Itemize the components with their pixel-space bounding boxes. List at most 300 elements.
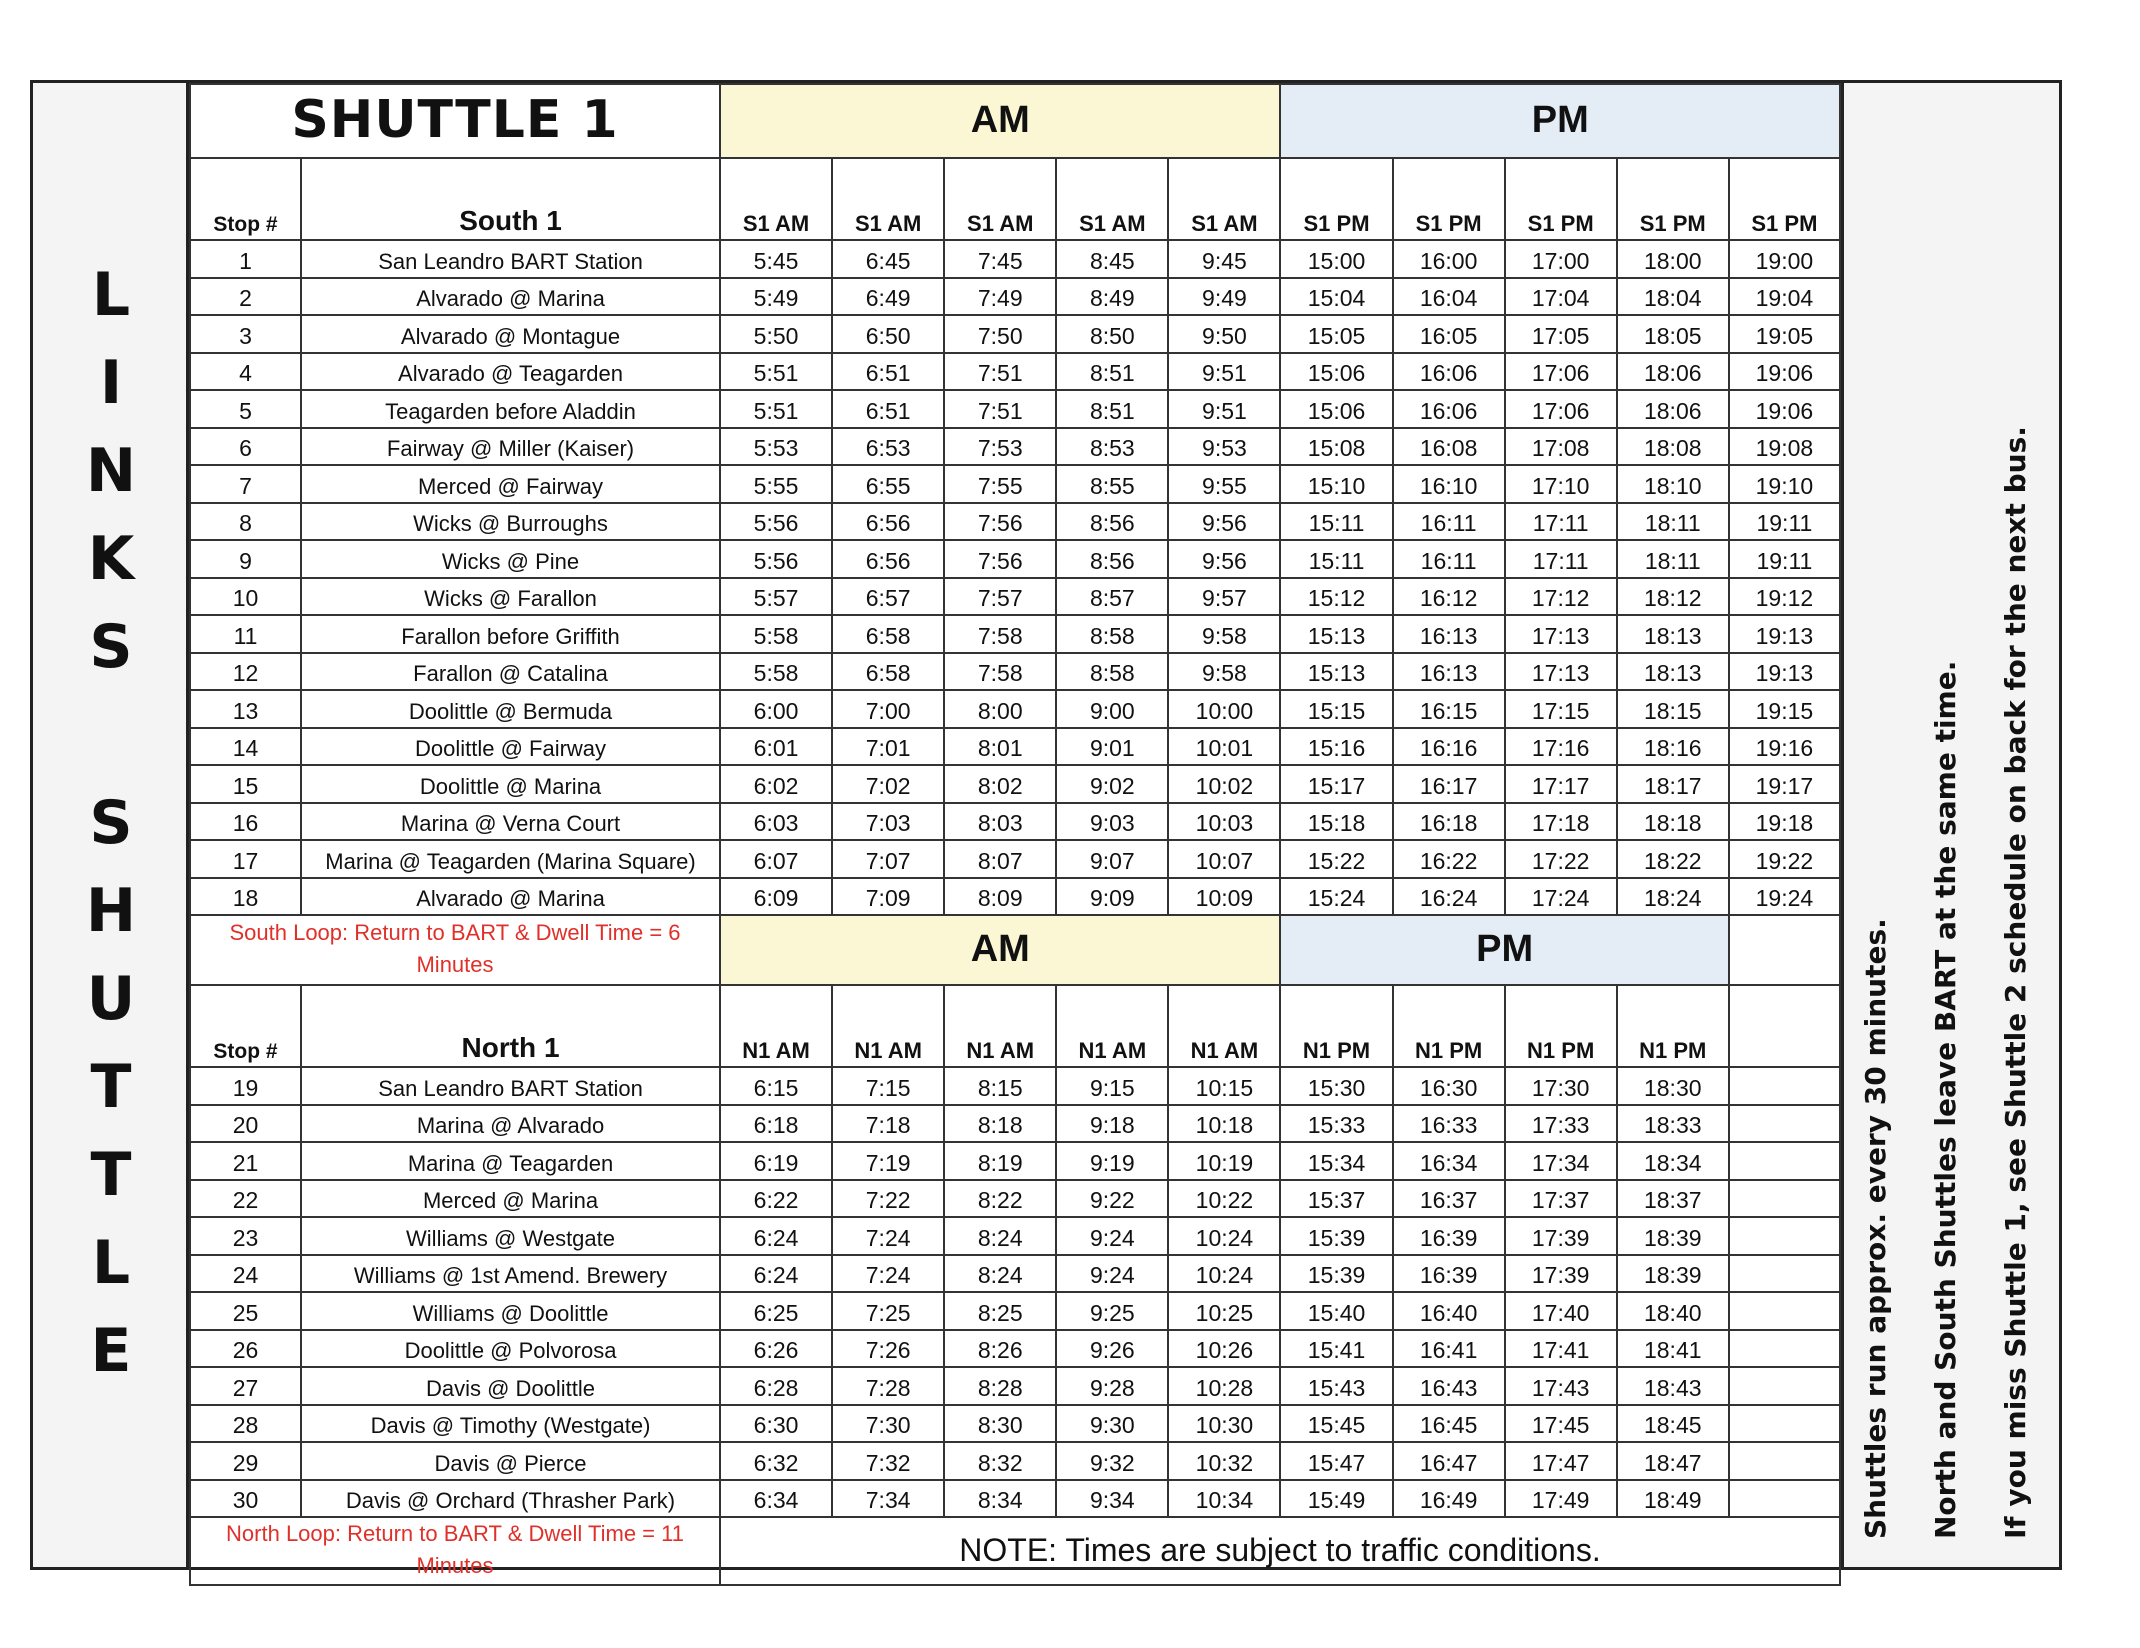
departure-time: 8:30	[944, 1405, 1056, 1443]
stop-name: Davis @ Doolittle	[301, 1367, 720, 1405]
departure-time: 17:43	[1505, 1367, 1617, 1405]
departure-time: 5:56	[720, 503, 832, 541]
departure-time: 15:39	[1280, 1255, 1392, 1293]
departure-time: 8:01	[944, 728, 1056, 766]
departure-time: 15:12	[1280, 578, 1392, 616]
empty-cell	[1729, 1442, 1840, 1480]
stop-name: Marina @ Alvarado	[301, 1105, 720, 1143]
departure-time: 9:32	[1056, 1442, 1168, 1480]
side-title-letter: K	[87, 524, 135, 594]
departure-time: 18:24	[1617, 878, 1729, 916]
departure-time: 16:33	[1393, 1105, 1505, 1143]
departure-time: 16:12	[1393, 578, 1505, 616]
stop-number: 14	[190, 728, 301, 766]
stop-number: 9	[190, 540, 301, 578]
departure-time: 16:22	[1393, 840, 1505, 878]
departure-time: 18:18	[1617, 803, 1729, 841]
departure-time: 15:16	[1280, 728, 1392, 766]
stop-number-header: Stop #	[190, 985, 301, 1067]
trip-column-header: N1 PM	[1617, 985, 1729, 1067]
departure-time: 18:17	[1617, 765, 1729, 803]
departure-time: 18:04	[1617, 278, 1729, 316]
departure-time: 5:51	[720, 353, 832, 391]
stop-number: 17	[190, 840, 301, 878]
stop-name: Marina @ Teagarden	[301, 1142, 720, 1180]
departure-time: 6:22	[720, 1180, 832, 1218]
departure-time: 19:24	[1729, 878, 1840, 916]
departure-time: 17:00	[1505, 240, 1617, 278]
departure-time: 6:07	[720, 840, 832, 878]
stop-name: Marina @ Teagarden (Marina Square)	[301, 840, 720, 878]
table-row	[190, 1330, 1840, 1368]
departure-time: 9:22	[1056, 1180, 1168, 1218]
departure-time: 17:39	[1505, 1255, 1617, 1293]
departure-time: 18:41	[1617, 1330, 1729, 1368]
departure-time: 17:13	[1505, 653, 1617, 691]
departure-time: 6:02	[720, 765, 832, 803]
trip-column-header: S1 PM	[1617, 158, 1729, 240]
departure-time: 8:56	[1056, 503, 1168, 541]
departure-time: 7:15	[832, 1067, 944, 1105]
departure-time: 10:01	[1168, 728, 1280, 766]
departure-time: 8:26	[944, 1330, 1056, 1368]
trip-column-header: N1 AM	[1168, 985, 1280, 1067]
departure-time: 19:22	[1729, 840, 1840, 878]
trip-column-header: S1 PM	[1729, 158, 1840, 240]
trip-column-header: N1 PM	[1280, 985, 1392, 1067]
departure-time: 6:57	[832, 578, 944, 616]
departure-time: 7:00	[832, 690, 944, 728]
departure-time: 10:22	[1168, 1180, 1280, 1218]
stop-number: 16	[190, 803, 301, 841]
stop-name: Doolittle @ Polvorosa	[301, 1330, 720, 1368]
departure-time: 6:01	[720, 728, 832, 766]
stop-name: Merced @ Fairway	[301, 465, 720, 503]
departure-time: 5:56	[720, 540, 832, 578]
trip-column-header: S1 PM	[1393, 158, 1505, 240]
table-row	[190, 240, 1840, 278]
departure-time: 7:57	[944, 578, 1056, 616]
departure-time: 10:32	[1168, 1442, 1280, 1480]
departure-time: 16:08	[1393, 428, 1505, 466]
departure-time: 15:34	[1280, 1142, 1392, 1180]
departure-time: 17:13	[1505, 615, 1617, 653]
departure-time: 10:15	[1168, 1067, 1280, 1105]
departure-time: 17:15	[1505, 690, 1617, 728]
stop-name: Alvarado @ Marina	[301, 878, 720, 916]
departure-time: 17:37	[1505, 1180, 1617, 1218]
side-title	[33, 251, 189, 1395]
stop-name: Williams @ 1st Amend. Brewery	[301, 1255, 720, 1293]
stop-name: Doolittle @ Marina	[301, 765, 720, 803]
departure-time: 9:57	[1168, 578, 1280, 616]
departure-time: 8:25	[944, 1292, 1056, 1330]
trip-column-header: N1 PM	[1505, 985, 1617, 1067]
shuttle-schedule-table	[189, 83, 1841, 1586]
departure-time: 18:06	[1617, 353, 1729, 391]
departure-time: 16:00	[1393, 240, 1505, 278]
departure-time: 15:06	[1280, 353, 1392, 391]
departure-time: 9:26	[1056, 1330, 1168, 1368]
empty-cell	[1729, 1180, 1840, 1218]
departure-time: 15:40	[1280, 1292, 1392, 1330]
stop-name: San Leandro BART Station	[301, 1067, 720, 1105]
stop-name: Alvarado @ Montague	[301, 315, 720, 353]
departure-time: 18:33	[1617, 1105, 1729, 1143]
departure-time: 5:57	[720, 578, 832, 616]
stop-number: 1	[190, 240, 301, 278]
departure-time: 8:18	[944, 1105, 1056, 1143]
schedule-title: SHUTTLE 1	[190, 84, 720, 158]
departure-time: 7:02	[832, 765, 944, 803]
departure-time: 6:30	[720, 1405, 832, 1443]
route-header: South 1	[301, 158, 720, 240]
stop-number: 27	[190, 1367, 301, 1405]
departure-time: 18:30	[1617, 1067, 1729, 1105]
departure-time: 18:10	[1617, 465, 1729, 503]
departure-time: 8:58	[1056, 653, 1168, 691]
stop-number: 3	[190, 315, 301, 353]
departure-time: 15:33	[1280, 1105, 1392, 1143]
departure-time: 9:02	[1056, 765, 1168, 803]
departure-time: 7:56	[944, 540, 1056, 578]
same-time-note: North and South Shuttles leave BART at the same time.	[1929, 660, 1962, 1539]
am-header: AM	[720, 84, 1280, 158]
departure-time: 15:22	[1280, 840, 1392, 878]
schedule-main	[189, 83, 1841, 1578]
departure-time: 15:30	[1280, 1067, 1392, 1105]
stop-name: Merced @ Marina	[301, 1180, 720, 1218]
trip-column-header: S1 AM	[720, 158, 832, 240]
departure-time: 6:15	[720, 1067, 832, 1105]
departure-time: 19:12	[1729, 578, 1840, 616]
departure-time: 6:18	[720, 1105, 832, 1143]
departure-time: 6:58	[832, 653, 944, 691]
departure-time: 19:13	[1729, 653, 1840, 691]
departure-time: 15:17	[1280, 765, 1392, 803]
table-row	[190, 1405, 1840, 1443]
departure-time: 6:50	[832, 315, 944, 353]
departure-time: 9:58	[1168, 615, 1280, 653]
departure-time: 16:39	[1393, 1217, 1505, 1255]
departure-time: 15:45	[1280, 1405, 1392, 1443]
north-header-row	[190, 985, 1840, 1067]
departure-time: 19:06	[1729, 353, 1840, 391]
departure-time: 6:03	[720, 803, 832, 841]
stop-name: Alvarado @ Teagarden	[301, 353, 720, 391]
table-row	[190, 1255, 1840, 1293]
pm-header: PM	[1280, 915, 1728, 985]
departure-time: 9:58	[1168, 653, 1280, 691]
departure-time: 8:50	[1056, 315, 1168, 353]
departure-time: 18:39	[1617, 1255, 1729, 1293]
table-row	[190, 390, 1840, 428]
north-loop-note: North Loop: Return to BART & Dwell Time = 11 Minutes	[190, 1517, 720, 1585]
departure-time: 18:49	[1617, 1480, 1729, 1518]
pm-header: PM	[1280, 84, 1840, 158]
departure-time: 6:00	[720, 690, 832, 728]
departure-time: 8:51	[1056, 353, 1168, 391]
departure-time: 18:45	[1617, 1405, 1729, 1443]
stop-name: San Leandro BART Station	[301, 240, 720, 278]
departure-time: 18:05	[1617, 315, 1729, 353]
departure-time: 7:55	[944, 465, 1056, 503]
departure-time: 6:26	[720, 1330, 832, 1368]
stop-name: Farallon @ Catalina	[301, 653, 720, 691]
departure-time: 17:18	[1505, 803, 1617, 841]
departure-time: 18:47	[1617, 1442, 1729, 1480]
departure-time: 15:08	[1280, 428, 1392, 466]
departure-time: 10:07	[1168, 840, 1280, 878]
table-row	[190, 878, 1840, 916]
departure-time: 15:37	[1280, 1180, 1392, 1218]
table-row	[190, 1142, 1840, 1180]
departure-time: 17:11	[1505, 503, 1617, 541]
departure-time: 15:18	[1280, 803, 1392, 841]
departure-time: 6:24	[720, 1217, 832, 1255]
empty-cell	[1729, 1255, 1840, 1293]
am-header: AM	[720, 915, 1280, 985]
departure-time: 16:13	[1393, 653, 1505, 691]
departure-time: 17:16	[1505, 728, 1617, 766]
departure-time: 5:58	[720, 615, 832, 653]
departure-time: 17:34	[1505, 1142, 1617, 1180]
departure-time: 18:13	[1617, 653, 1729, 691]
side-title-letter: L	[91, 1228, 131, 1298]
departure-time: 15:05	[1280, 315, 1392, 353]
departure-time: 7:53	[944, 428, 1056, 466]
table-row	[190, 278, 1840, 316]
departure-time: 15:43	[1280, 1367, 1392, 1405]
side-title-letter: T	[90, 1140, 132, 1210]
schedule-document	[30, 80, 2062, 1578]
departure-time: 8:09	[944, 878, 1056, 916]
table-row	[190, 1292, 1840, 1330]
departure-time: 16:43	[1393, 1367, 1505, 1405]
departure-time: 15:00	[1280, 240, 1392, 278]
departure-time: 19:04	[1729, 278, 1840, 316]
stop-number: 15	[190, 765, 301, 803]
departure-time: 19:17	[1729, 765, 1840, 803]
stop-number: 11	[190, 615, 301, 653]
empty-cell	[1729, 915, 1840, 985]
departure-time: 16:49	[1393, 1480, 1505, 1518]
table-row	[190, 653, 1840, 691]
side-title-letter: H	[85, 876, 137, 946]
departure-time: 16:05	[1393, 315, 1505, 353]
stop-name: Marina @ Verna Court	[301, 803, 720, 841]
departure-time: 18:13	[1617, 615, 1729, 653]
stop-number: 23	[190, 1217, 301, 1255]
departure-time: 16:47	[1393, 1442, 1505, 1480]
departure-time: 10:03	[1168, 803, 1280, 841]
departure-time: 8:32	[944, 1442, 1056, 1480]
stop-number: 22	[190, 1180, 301, 1218]
stop-name: Farallon before Griffith	[301, 615, 720, 653]
departure-time: 7:51	[944, 353, 1056, 391]
departure-time: 8:53	[1056, 428, 1168, 466]
departure-time: 7:45	[944, 240, 1056, 278]
stop-name: Teagarden before Aladdin	[301, 390, 720, 428]
table-row	[190, 765, 1840, 803]
departure-time: 16:18	[1393, 803, 1505, 841]
departure-time: 9:50	[1168, 315, 1280, 353]
frequency-note: Shuttles run approx. every 30 minutes.	[1859, 918, 1892, 1539]
departure-time: 9:45	[1168, 240, 1280, 278]
side-title-letter: N	[85, 436, 137, 506]
stop-number: 4	[190, 353, 301, 391]
trip-column-header: S1 AM	[832, 158, 944, 240]
departure-time: 19:10	[1729, 465, 1840, 503]
departure-time: 6:51	[832, 390, 944, 428]
departure-time: 7:30	[832, 1405, 944, 1443]
departure-time: 9:00	[1056, 690, 1168, 728]
departure-time: 16:37	[1393, 1180, 1505, 1218]
stop-number: 24	[190, 1255, 301, 1293]
departure-time: 17:30	[1505, 1067, 1617, 1105]
empty-cell	[1729, 1105, 1840, 1143]
departure-time: 10:30	[1168, 1405, 1280, 1443]
departure-time: 9:24	[1056, 1217, 1168, 1255]
departure-time: 6:55	[832, 465, 944, 503]
departure-time: 17:04	[1505, 278, 1617, 316]
departure-time: 19:16	[1729, 728, 1840, 766]
empty-cell	[1729, 985, 1840, 1067]
departure-time: 16:11	[1393, 540, 1505, 578]
trip-column-header: S1 AM	[1056, 158, 1168, 240]
departure-time: 7:28	[832, 1367, 944, 1405]
empty-cell	[1729, 1405, 1840, 1443]
departure-time: 8:02	[944, 765, 1056, 803]
departure-time: 5:49	[720, 278, 832, 316]
departure-time: 15:49	[1280, 1480, 1392, 1518]
departure-time: 17:24	[1505, 878, 1617, 916]
departure-time: 17:05	[1505, 315, 1617, 353]
departure-time: 7:50	[944, 315, 1056, 353]
departure-time: 9:19	[1056, 1142, 1168, 1180]
table-row	[190, 540, 1840, 578]
side-title-letter: I	[99, 348, 123, 418]
table-row	[190, 503, 1840, 541]
departure-time: 7:07	[832, 840, 944, 878]
departure-time: 6:34	[720, 1480, 832, 1518]
departure-time: 5:51	[720, 390, 832, 428]
departure-time: 18:12	[1617, 578, 1729, 616]
departure-time: 9:34	[1056, 1480, 1168, 1518]
departure-time: 16:41	[1393, 1330, 1505, 1368]
empty-cell	[1729, 1217, 1840, 1255]
departure-time: 8:15	[944, 1067, 1056, 1105]
departure-time: 15:41	[1280, 1330, 1392, 1368]
departure-time: 9:09	[1056, 878, 1168, 916]
departure-time: 15:47	[1280, 1442, 1392, 1480]
stop-number: 7	[190, 465, 301, 503]
departure-time: 15:13	[1280, 653, 1392, 691]
stop-name: Doolittle @ Bermuda	[301, 690, 720, 728]
stop-number: 8	[190, 503, 301, 541]
empty-cell	[1729, 1292, 1840, 1330]
side-title-panel	[33, 83, 189, 1567]
stop-number: 28	[190, 1405, 301, 1443]
departure-time: 5:45	[720, 240, 832, 278]
trip-column-header: N1 AM	[944, 985, 1056, 1067]
departure-time: 17:49	[1505, 1480, 1617, 1518]
side-title-letter: E	[90, 1316, 132, 1386]
departure-time: 7:56	[944, 503, 1056, 541]
south-loop-row	[190, 915, 1840, 985]
table-row	[190, 1367, 1840, 1405]
stop-name: Alvarado @ Marina	[301, 278, 720, 316]
departure-time: 18:11	[1617, 503, 1729, 541]
departure-time: 17:06	[1505, 353, 1617, 391]
stop-name: Wicks @ Pine	[301, 540, 720, 578]
departure-time: 16:39	[1393, 1255, 1505, 1293]
departure-time: 7:09	[832, 878, 944, 916]
departure-time: 10:19	[1168, 1142, 1280, 1180]
departure-time: 10:26	[1168, 1330, 1280, 1368]
departure-time: 18:08	[1617, 428, 1729, 466]
departure-time: 9:03	[1056, 803, 1168, 841]
departure-time: 10:24	[1168, 1217, 1280, 1255]
stop-number: 25	[190, 1292, 301, 1330]
departure-time: 19:11	[1729, 503, 1840, 541]
empty-cell	[1729, 1367, 1840, 1405]
stop-number: 18	[190, 878, 301, 916]
departure-time: 15:11	[1280, 540, 1392, 578]
departure-time: 7:26	[832, 1330, 944, 1368]
departure-time: 7:01	[832, 728, 944, 766]
departure-time: 19:13	[1729, 615, 1840, 653]
departure-time: 17:39	[1505, 1217, 1617, 1255]
departure-time: 16:17	[1393, 765, 1505, 803]
departure-time: 18:22	[1617, 840, 1729, 878]
trip-column-header: N1 AM	[1056, 985, 1168, 1067]
departure-time: 9:07	[1056, 840, 1168, 878]
departure-time: 16:15	[1393, 690, 1505, 728]
side-title-letter: S	[89, 612, 133, 682]
departure-time: 6:56	[832, 540, 944, 578]
departure-time: 7:49	[944, 278, 1056, 316]
south-header-row	[190, 158, 1840, 240]
departure-time: 17:45	[1505, 1405, 1617, 1443]
departure-time: 8:07	[944, 840, 1056, 878]
stop-number: 2	[190, 278, 301, 316]
stop-number: 29	[190, 1442, 301, 1480]
departure-time: 16:04	[1393, 278, 1505, 316]
empty-cell	[1729, 1330, 1840, 1368]
traffic-note: NOTE: Times are subject to traffic conditions.	[720, 1517, 1840, 1585]
departure-time: 8:03	[944, 803, 1056, 841]
stop-name: Davis @ Pierce	[301, 1442, 720, 1480]
trip-column-header: S1 AM	[1168, 158, 1280, 240]
trip-column-header: N1 PM	[1393, 985, 1505, 1067]
departure-time: 7:03	[832, 803, 944, 841]
departure-time: 6:49	[832, 278, 944, 316]
departure-time: 16:06	[1393, 353, 1505, 391]
departure-time: 15:39	[1280, 1217, 1392, 1255]
departure-time: 8:45	[1056, 240, 1168, 278]
departure-time: 15:04	[1280, 278, 1392, 316]
trip-column-header: N1 AM	[720, 985, 832, 1067]
departure-time: 8:51	[1056, 390, 1168, 428]
departure-time: 18:39	[1617, 1217, 1729, 1255]
table-row	[190, 728, 1840, 766]
departure-time: 19:18	[1729, 803, 1840, 841]
departure-time: 9:56	[1168, 540, 1280, 578]
departure-time: 9:28	[1056, 1367, 1168, 1405]
departure-time: 15:06	[1280, 390, 1392, 428]
departure-time: 9:49	[1168, 278, 1280, 316]
